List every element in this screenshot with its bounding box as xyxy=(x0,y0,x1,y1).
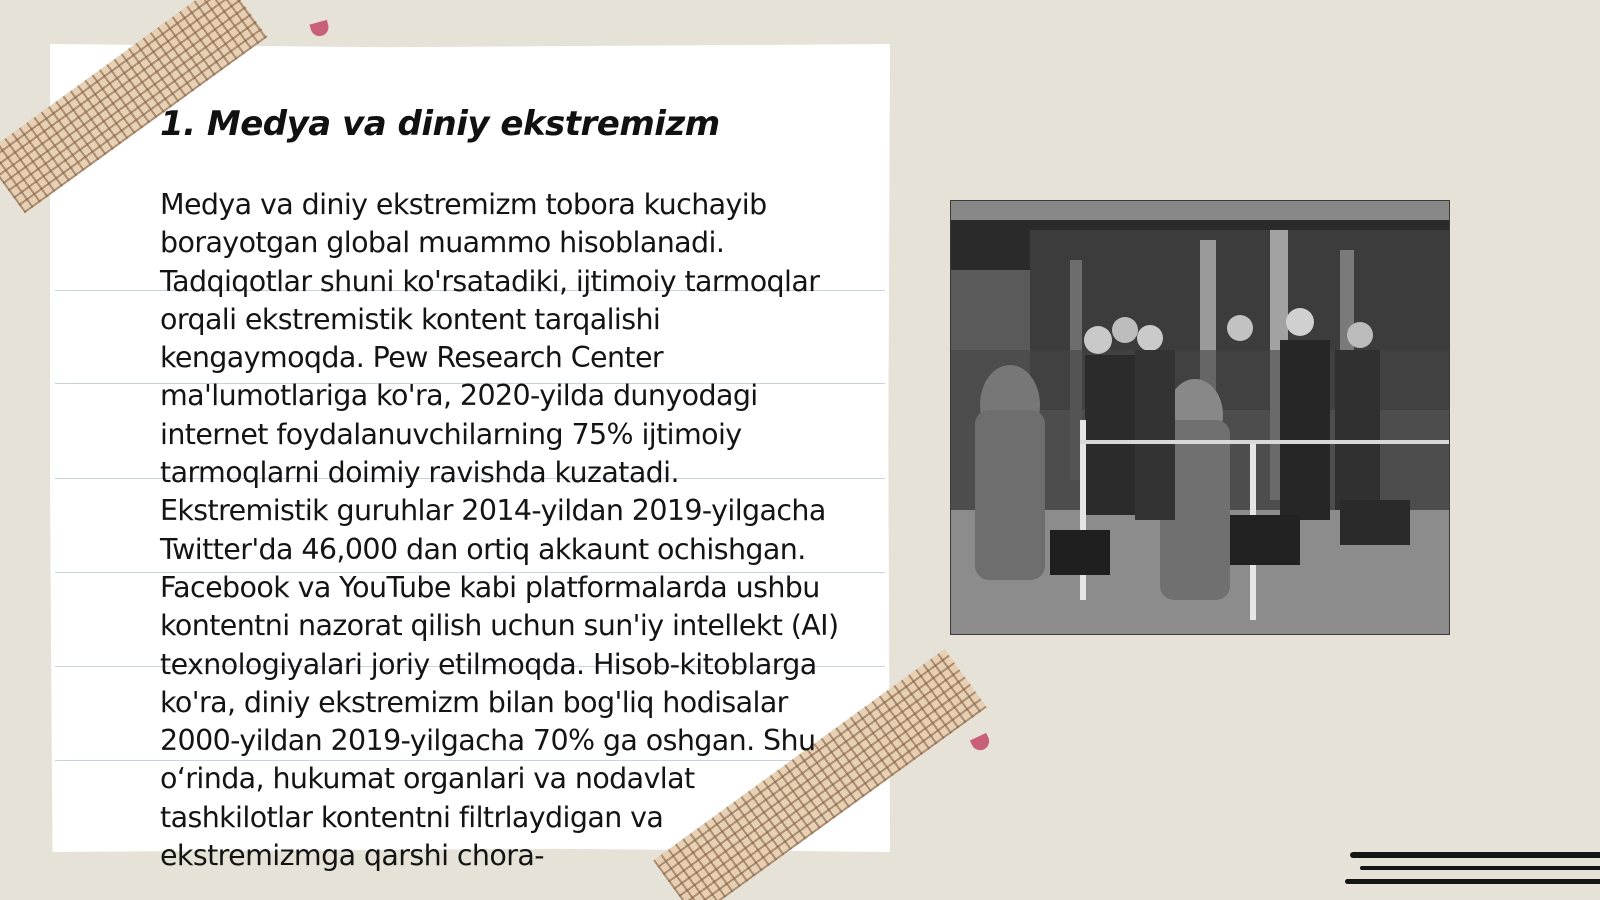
brush-stroke xyxy=(1350,852,1600,858)
brush-stroke xyxy=(1345,879,1600,884)
brush-stroke xyxy=(1360,866,1600,870)
photo-illustration xyxy=(950,200,1450,635)
pin-top xyxy=(309,20,330,38)
pin-bottom xyxy=(970,733,992,753)
historical-photo xyxy=(950,200,1450,635)
slide-body-text: Medya va diniy ekstremizm tobora kuchayib borayotgan global muammo hisoblanadi. Tadqiqotlar shuni ko'rsatadiki, ijtimoiy tarmoqlar orqali ekstremistik kontent tarqalishi kengaymoqda. Pew Research Center ma'lumotlariga ko'ra, 2020-yilda dunyodagi internet foydalanuvchilarning 75% ijtimoiy tarmoqlarni doimiy ravishda kuzatadi. Ekstremistik guruhlar 2014-yildan 2019-yilgacha Twitter'da 46,000 dan ortiq akkaunt ochishgan. Facebook va YouTube kabi platformalarda ushbu kontentni nazorat qilish uchun sun'iy intellekt (AI) texnologiyalari joriy etilmoqda. Hisob-kitoblarga ko'ra, diniy ekstremizm bilan bog'liq hodisalar 2000-yildan 2019-yilgacha 70% ga oshgan. Shu o‘rinda, hukumat organlari va nodavlat tashkilotlar kontentni filtrlaydigan va ekstremizmga qarshi chora- xyxy=(160,188,839,873)
slide-title: 1. Medya va diniy ekstremizm xyxy=(160,104,720,144)
